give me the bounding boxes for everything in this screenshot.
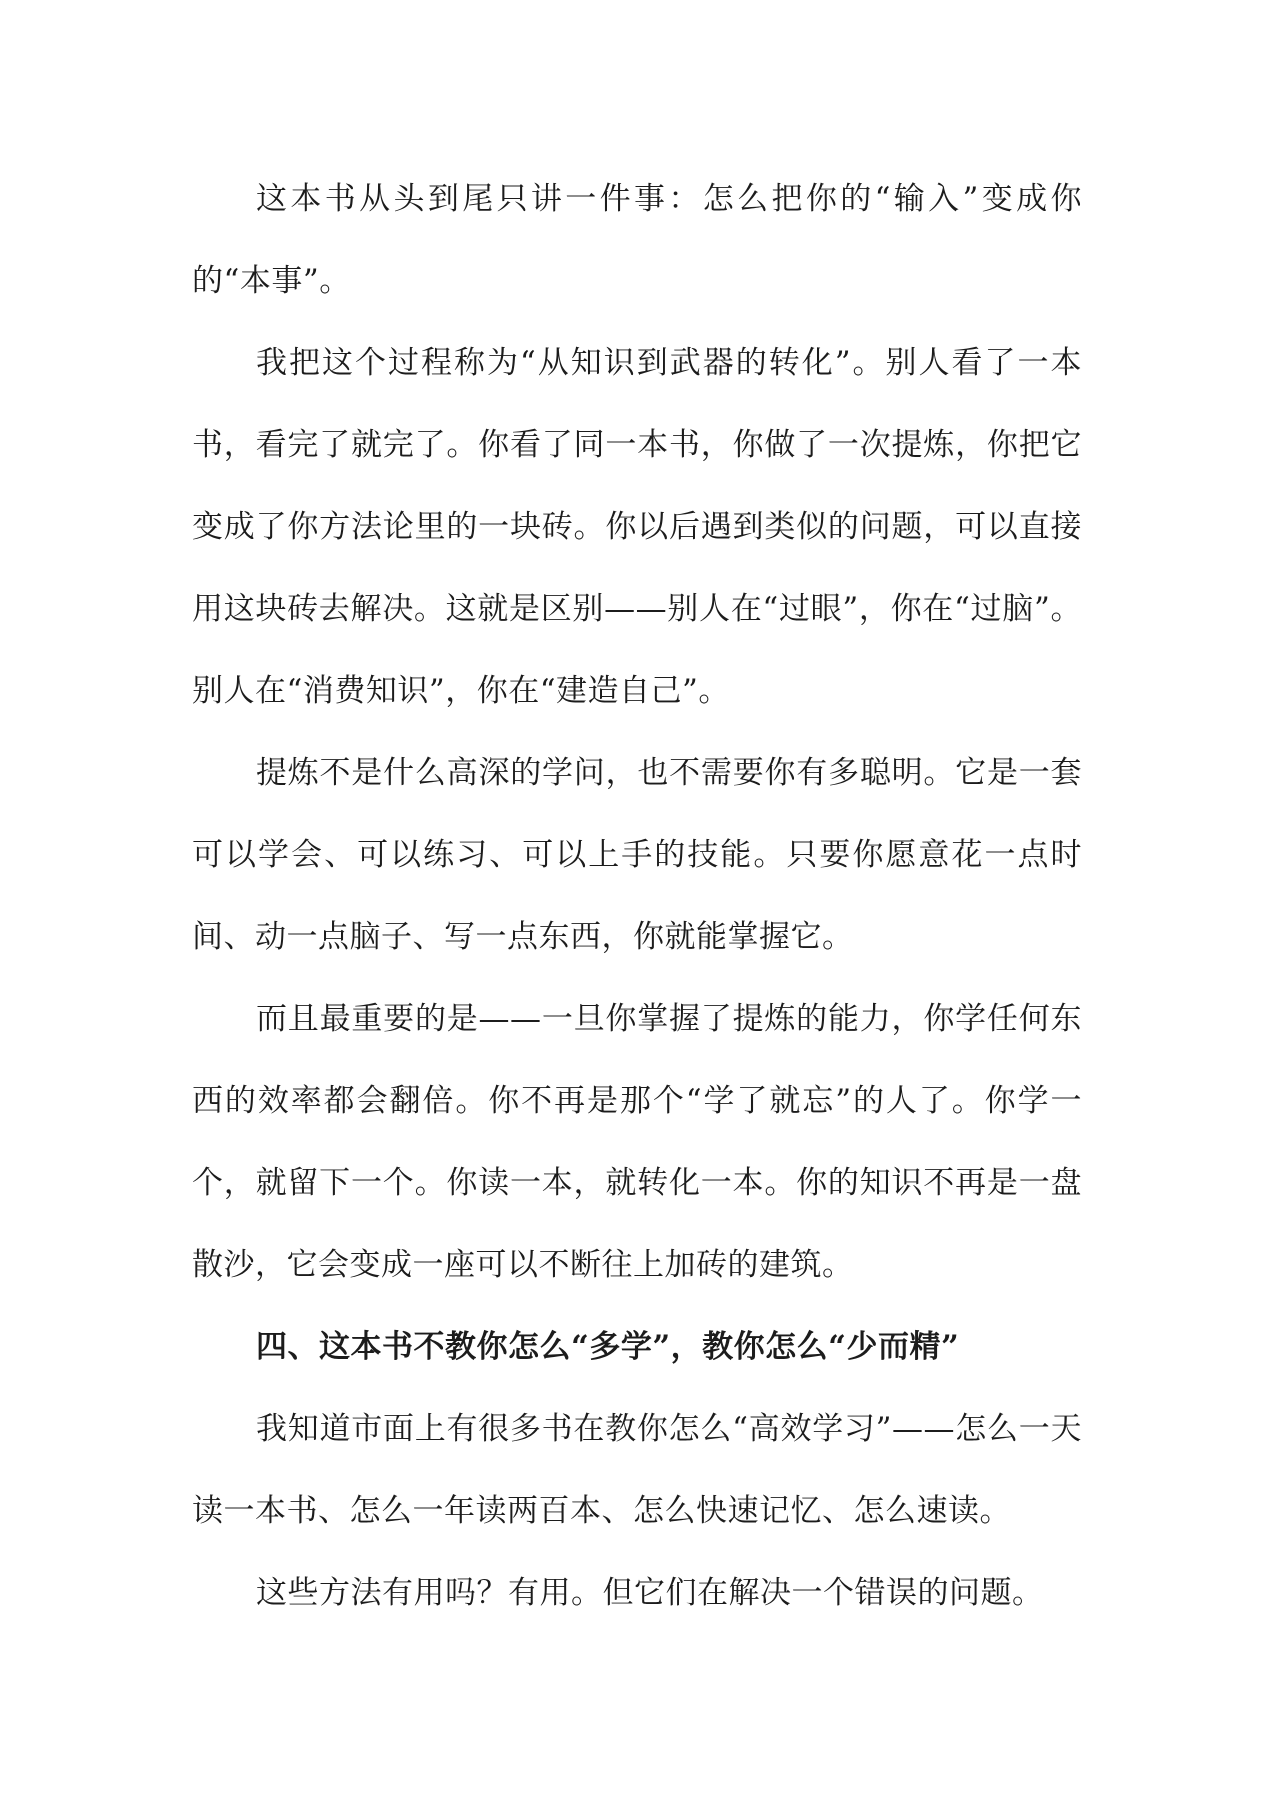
paragraph-5: 我知道市面上有很多书在教你怎么“高效学习”——怎么一天读一本书、怎么一年读两百本、怎么快速记忆、怎么速读。 — [192, 1411, 1082, 1529]
paragraph-1: 这本书从头到尾只讲一件事：怎么把你的“输入”变成你的“本事”。 — [192, 181, 1082, 299]
paragraph-2: 我把这个过程称为“从知识到武器的转化”。别人看了一本书，看完了就完了。你看了同一本书，你做了一次提炼，你把它变成了你方法论里的一块砖。你以后遇到类似的问题，可以直接用这块砖去解决。这就是区别——别人在“过眼”，你在“过脑”。别人在“消费知识”，你在“建造自己”。 — [192, 345, 1082, 709]
document-body — [192, 158, 1082, 1634]
section-heading: 四、这本书不教你怎么“多学”，教你怎么“少而精” — [256, 1329, 960, 1365]
paragraph-6: 这些方法有用吗？有用。但它们在解决一个错误的问题。 — [256, 1575, 1044, 1611]
paragraph-3: 提炼不是什么高深的学问，也不需要你有多聪明。它是一套可以学会、可以练习、可以上手的技能。只要你愿意花一点时间、动一点脑子、写一点东西，你就能掌握它。 — [192, 755, 1082, 955]
paragraph-4: 而且最重要的是——一旦你掌握了提炼的能力，你学任何东西的效率都会翻倍。你不再是那个“学了就忘”的人了。你学一个，就留下一个。你读一本，就转化一本。你的知识不再是一盘散沙，它会变成一座可以不断往上加砖的建筑。 — [192, 1001, 1082, 1283]
